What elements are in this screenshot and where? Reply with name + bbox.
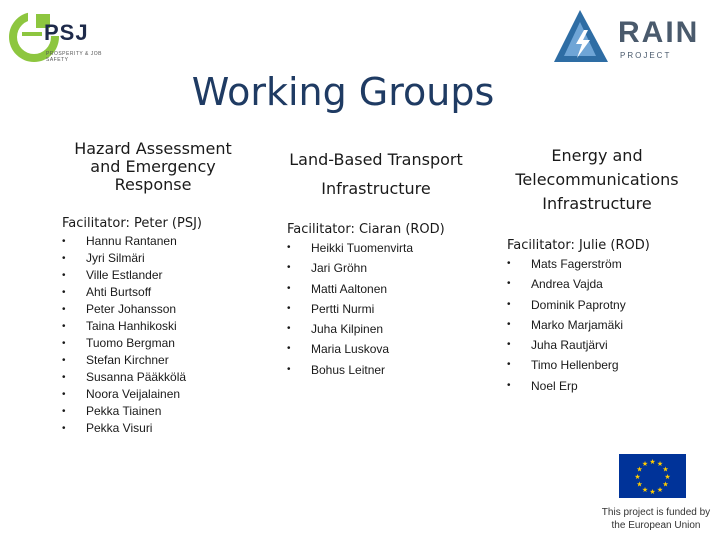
group-facilitator: Facilitator: Ciaran (ROD) (287, 222, 445, 237)
svg-text:★: ★ (656, 486, 664, 494)
eu-stars-icon (619, 454, 686, 498)
list-item: • Bohus Leitner (287, 360, 507, 380)
list-item: • Pekka Visuri (62, 420, 262, 437)
list-item: • Marko Marjamäki (507, 315, 707, 335)
group-heading-line: Infrastructure (542, 194, 652, 213)
list-item: • Heikki Tuomenvirta (287, 238, 507, 258)
group-land-transport (287, 145, 507, 380)
svg-text:★: ★ (662, 480, 669, 489)
list-item: • Juha Rautjärvi (507, 335, 707, 355)
svg-text:★: ★ (636, 480, 643, 489)
member-list (287, 238, 507, 380)
rain-logo-text: RAIN (618, 16, 700, 49)
group-heading (287, 145, 465, 203)
page-title (0, 70, 686, 114)
svg-text:★: ★ (662, 465, 669, 474)
list-item: • Jari Gröhn (287, 258, 507, 278)
list-item: • Jyri Silmäri (62, 250, 262, 267)
group-facilitator: Facilitator: Peter (PSJ) (62, 216, 202, 231)
eu-flag (619, 454, 686, 498)
svg-text:★: ★ (634, 473, 641, 481)
psj-logo-subtitle: PROSPERITY & JOB SAFETY (46, 51, 102, 63)
list-item: • Tuomo Bergman (62, 335, 262, 352)
list-item: • Peter Johansson (62, 301, 262, 318)
svg-text:★: ★ (636, 465, 643, 474)
group-heading (62, 140, 244, 194)
list-item: • Noel Erp (507, 376, 707, 396)
group-facilitator: Facilitator: Julie (ROD) (507, 238, 650, 253)
group-heading-line: Response (114, 175, 192, 194)
list-item: • Matti Aaltonen (287, 279, 507, 299)
group-heading-line: Energy and (551, 146, 643, 165)
svg-text:★: ★ (641, 486, 649, 494)
psj-logo-text: PSJ (44, 20, 89, 45)
list-item: • Mats Fagerström (507, 254, 707, 274)
list-item: • Taina Hanhikoski (62, 318, 262, 335)
page-title-text: Working Groups (191, 70, 495, 114)
list-item: • Pertti Nurmi (287, 299, 507, 319)
member-list (507, 254, 707, 396)
rain-logo (550, 8, 720, 70)
list-item: • Susanna Pääkkölä (62, 369, 262, 386)
member-list (62, 233, 262, 437)
list-item: • Stefan Kirchner (62, 352, 262, 369)
group-heading-line: and Emergency (90, 157, 216, 176)
list-item: • Timo Hellenberg (507, 355, 707, 375)
eu-funding-line: This project is funded by (601, 507, 711, 518)
svg-text:★: ★ (664, 473, 671, 481)
eu-funding-note (592, 506, 720, 532)
list-item: • Pekka Tiainen (62, 403, 262, 420)
group-hazard-assessment (62, 140, 262, 437)
group-heading-line: Infrastructure (321, 179, 431, 198)
psj-logo (6, 8, 116, 66)
list-item: • Dominik Paprotny (507, 295, 707, 315)
group-heading (507, 144, 687, 216)
list-item: • Andrea Vajda (507, 274, 707, 294)
group-heading-line: Land-Based Transport (289, 150, 463, 169)
svg-text:★: ★ (641, 460, 649, 468)
group-heading-line: Hazard Assessment (74, 139, 232, 158)
eu-funding-line: the European Union (611, 520, 701, 531)
svg-text:★: ★ (649, 488, 656, 496)
list-item: • Hannu Rantanen (62, 233, 262, 250)
list-item: • Ahti Burtsoff (62, 284, 262, 301)
group-heading-line: Telecommunications (515, 170, 679, 189)
svg-text:★: ★ (649, 458, 656, 466)
list-item: • Juha Kilpinen (287, 319, 507, 339)
group-energy-telecom (507, 144, 707, 396)
list-item: • Maria Luskova (287, 339, 507, 359)
rain-logo-subtitle: PROJECT (620, 51, 672, 60)
rain-emblem-icon (550, 8, 612, 66)
list-item: • Noora Veijalainen (62, 386, 262, 403)
list-item: • Ville Estlander (62, 267, 262, 284)
svg-text:★: ★ (656, 460, 664, 468)
